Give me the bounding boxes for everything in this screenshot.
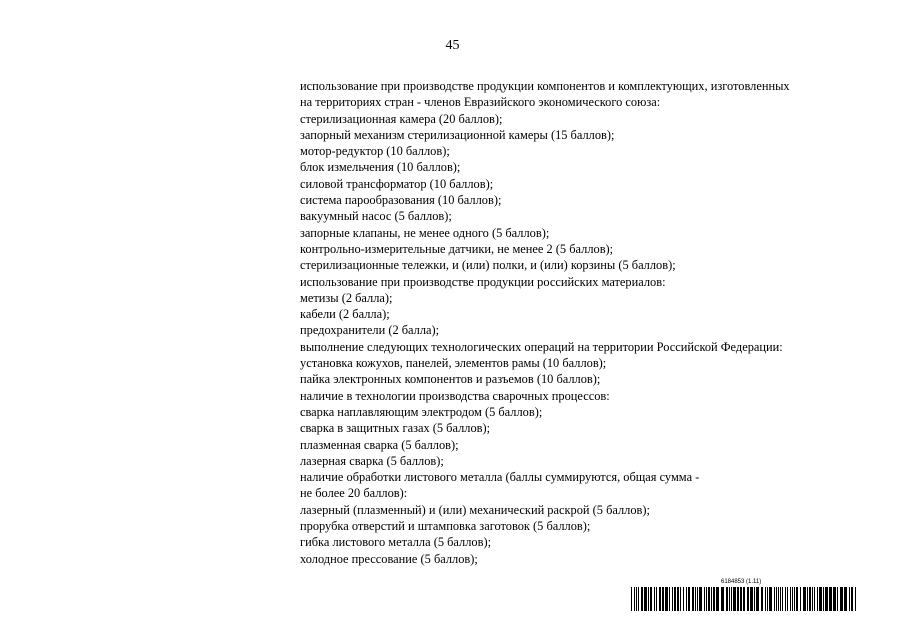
text-line: блок измельчения (10 баллов); <box>300 160 461 175</box>
text-line: плазменная сварка (5 баллов); <box>300 437 459 452</box>
text-line: стерилизационная камера (20 баллов); <box>300 111 503 126</box>
text-line: метизы (2 балла); <box>300 290 393 305</box>
barcode <box>631 579 857 613</box>
text-line: вакуумный насос (5 баллов); <box>300 209 452 224</box>
barcode-number: 6184853 (1.11) <box>721 579 762 585</box>
text-line: сварка наплавляющим электродом (5 баллов); <box>300 404 543 419</box>
text-line: наличие обработки листового металла (баллы суммируются, общая сумма - <box>300 470 700 485</box>
text-line: наличие в технологии производства сварочных процессов: <box>300 388 610 403</box>
document-body <box>300 78 870 567</box>
text-line: прорубка отверстий и штамповка заготовок (5 баллов); <box>300 519 591 534</box>
text-line: запорные клапаны, не менее одного (5 баллов); <box>300 225 550 240</box>
text-line: холодное прессование (5 баллов); <box>300 551 478 566</box>
text-line: запорный механизм стерилизационной камеры (15 баллов); <box>300 127 615 142</box>
text-line: на территориях стран - членов Евразийского экономического союза: <box>300 95 661 110</box>
text-line: гибка листового металла (5 баллов); <box>300 535 492 550</box>
text-line: контрольно-измерительные датчики, не менее 2 (5 баллов); <box>300 241 614 256</box>
text-line: лазерная сварка (5 баллов); <box>300 453 444 468</box>
page-number: 45 <box>445 38 460 53</box>
text-line: пайка электронных компонентов и разъемов (10 баллов); <box>300 372 601 387</box>
text-line: использование при производстве продукции российских материалов: <box>300 274 666 289</box>
text-line: установка кожухов, панелей, элементов рамы (10 баллов); <box>300 356 607 371</box>
text-line: лазерный (плазменный) и (или) механический раскрой (5 баллов); <box>300 502 650 517</box>
text-line: силовой трансформатор (10 баллов); <box>300 176 494 191</box>
text-line: мотор-редуктор (10 баллов); <box>300 144 450 159</box>
text-line: не более 20 баллов): <box>300 486 408 501</box>
text-line: выполнение следующих технологических операций на территории Российской Федерации: <box>300 339 783 354</box>
text-line: стерилизационные тележки, и (или) полки, и (или) корзины (5 баллов); <box>300 258 676 273</box>
text-line: предохранители (2 балла); <box>300 323 440 338</box>
barcode-icon <box>631 587 857 611</box>
text-line: система парообразования (10 баллов); <box>300 193 502 208</box>
text-line: сварка в защитных газах (5 баллов); <box>300 421 491 436</box>
text-line: кабели (2 балла); <box>300 307 390 322</box>
text-line: использование при производстве продукции компонентов и комплектующих, изготовленных <box>300 79 790 93</box>
